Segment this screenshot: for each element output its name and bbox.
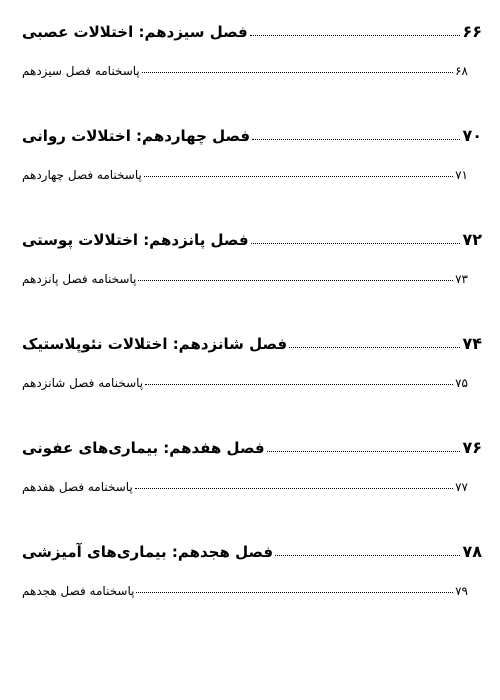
entry-title: پاسخنامه فصل هفدهم [22, 480, 133, 494]
entry-title: پاسخنامه فصل سیزدهم [22, 64, 140, 78]
toc-entry-chapter-16[interactable] [22, 334, 482, 353]
entry-page-number: ۷۵ [455, 376, 468, 390]
dot-leader [138, 280, 453, 281]
entry-page-number: ۷۲ [462, 230, 482, 249]
entry-title: پاسخنامه فصل پانزدهم [22, 272, 137, 286]
dot-leader [275, 555, 460, 556]
entry-title: پاسخنامه فصل چهاردهم [22, 168, 142, 182]
dot-leader [136, 592, 453, 593]
entry-title: فصل هجدهم: بیماری‌های آمیزشی [22, 543, 274, 561]
entry-title: فصل هفدهم: بیماری‌های عفونی [22, 439, 265, 457]
entry-title: فصل پانزدهم: اختلالات پوستی [22, 231, 249, 249]
toc-entry-chapter-17[interactable] [22, 438, 482, 457]
entry-page-number: ۷۸ [462, 542, 482, 561]
toc-entry-chapter-13[interactable] [22, 22, 482, 41]
toc-entry-answers-18[interactable] [22, 584, 468, 598]
entry-page-number: ۷۴ [462, 334, 482, 353]
entry-page-number: ۷۰ [462, 126, 482, 145]
toc-entry-chapter-14[interactable] [22, 126, 482, 145]
entry-title: فصل شانزدهم: اختلالات نئوپلاستیک [22, 335, 288, 353]
entry-title: فصل چهاردهم: اختلالات روانی [22, 127, 251, 145]
toc-entry-answers-14[interactable] [22, 168, 468, 182]
dot-leader [142, 72, 453, 73]
entry-page-number: ۷۶ [462, 438, 482, 457]
toc-entry-answers-17[interactable] [22, 480, 468, 494]
dot-leader [267, 451, 461, 452]
entry-title: فصل سیزدهم: اختلالات عصبی [22, 23, 248, 41]
dot-leader [145, 384, 453, 385]
toc-entry-answers-16[interactable] [22, 376, 468, 390]
entry-title: پاسخنامه فصل هجدهم [22, 584, 135, 598]
entry-title: پاسخنامه فصل شانزدهم [22, 376, 144, 390]
entry-page-number: ۷۹ [455, 584, 468, 598]
entry-page-number: ۷۳ [455, 272, 468, 286]
toc-entry-chapter-18[interactable] [22, 542, 482, 561]
dot-leader [289, 347, 460, 348]
dot-leader [144, 176, 453, 177]
dot-leader [252, 139, 460, 140]
entry-page-number: ۷۱ [455, 168, 468, 182]
toc-entry-answers-15[interactable] [22, 272, 468, 286]
entry-page-number: ۷۷ [455, 480, 468, 494]
dot-leader [251, 243, 461, 244]
toc-entry-answers-13[interactable] [22, 64, 468, 78]
entry-page-number: ۶۸ [455, 64, 468, 78]
entry-page-number: ۶۶ [462, 22, 482, 41]
dot-leader [135, 488, 453, 489]
dot-leader [250, 35, 461, 36]
toc-entry-chapter-15[interactable] [22, 230, 482, 249]
